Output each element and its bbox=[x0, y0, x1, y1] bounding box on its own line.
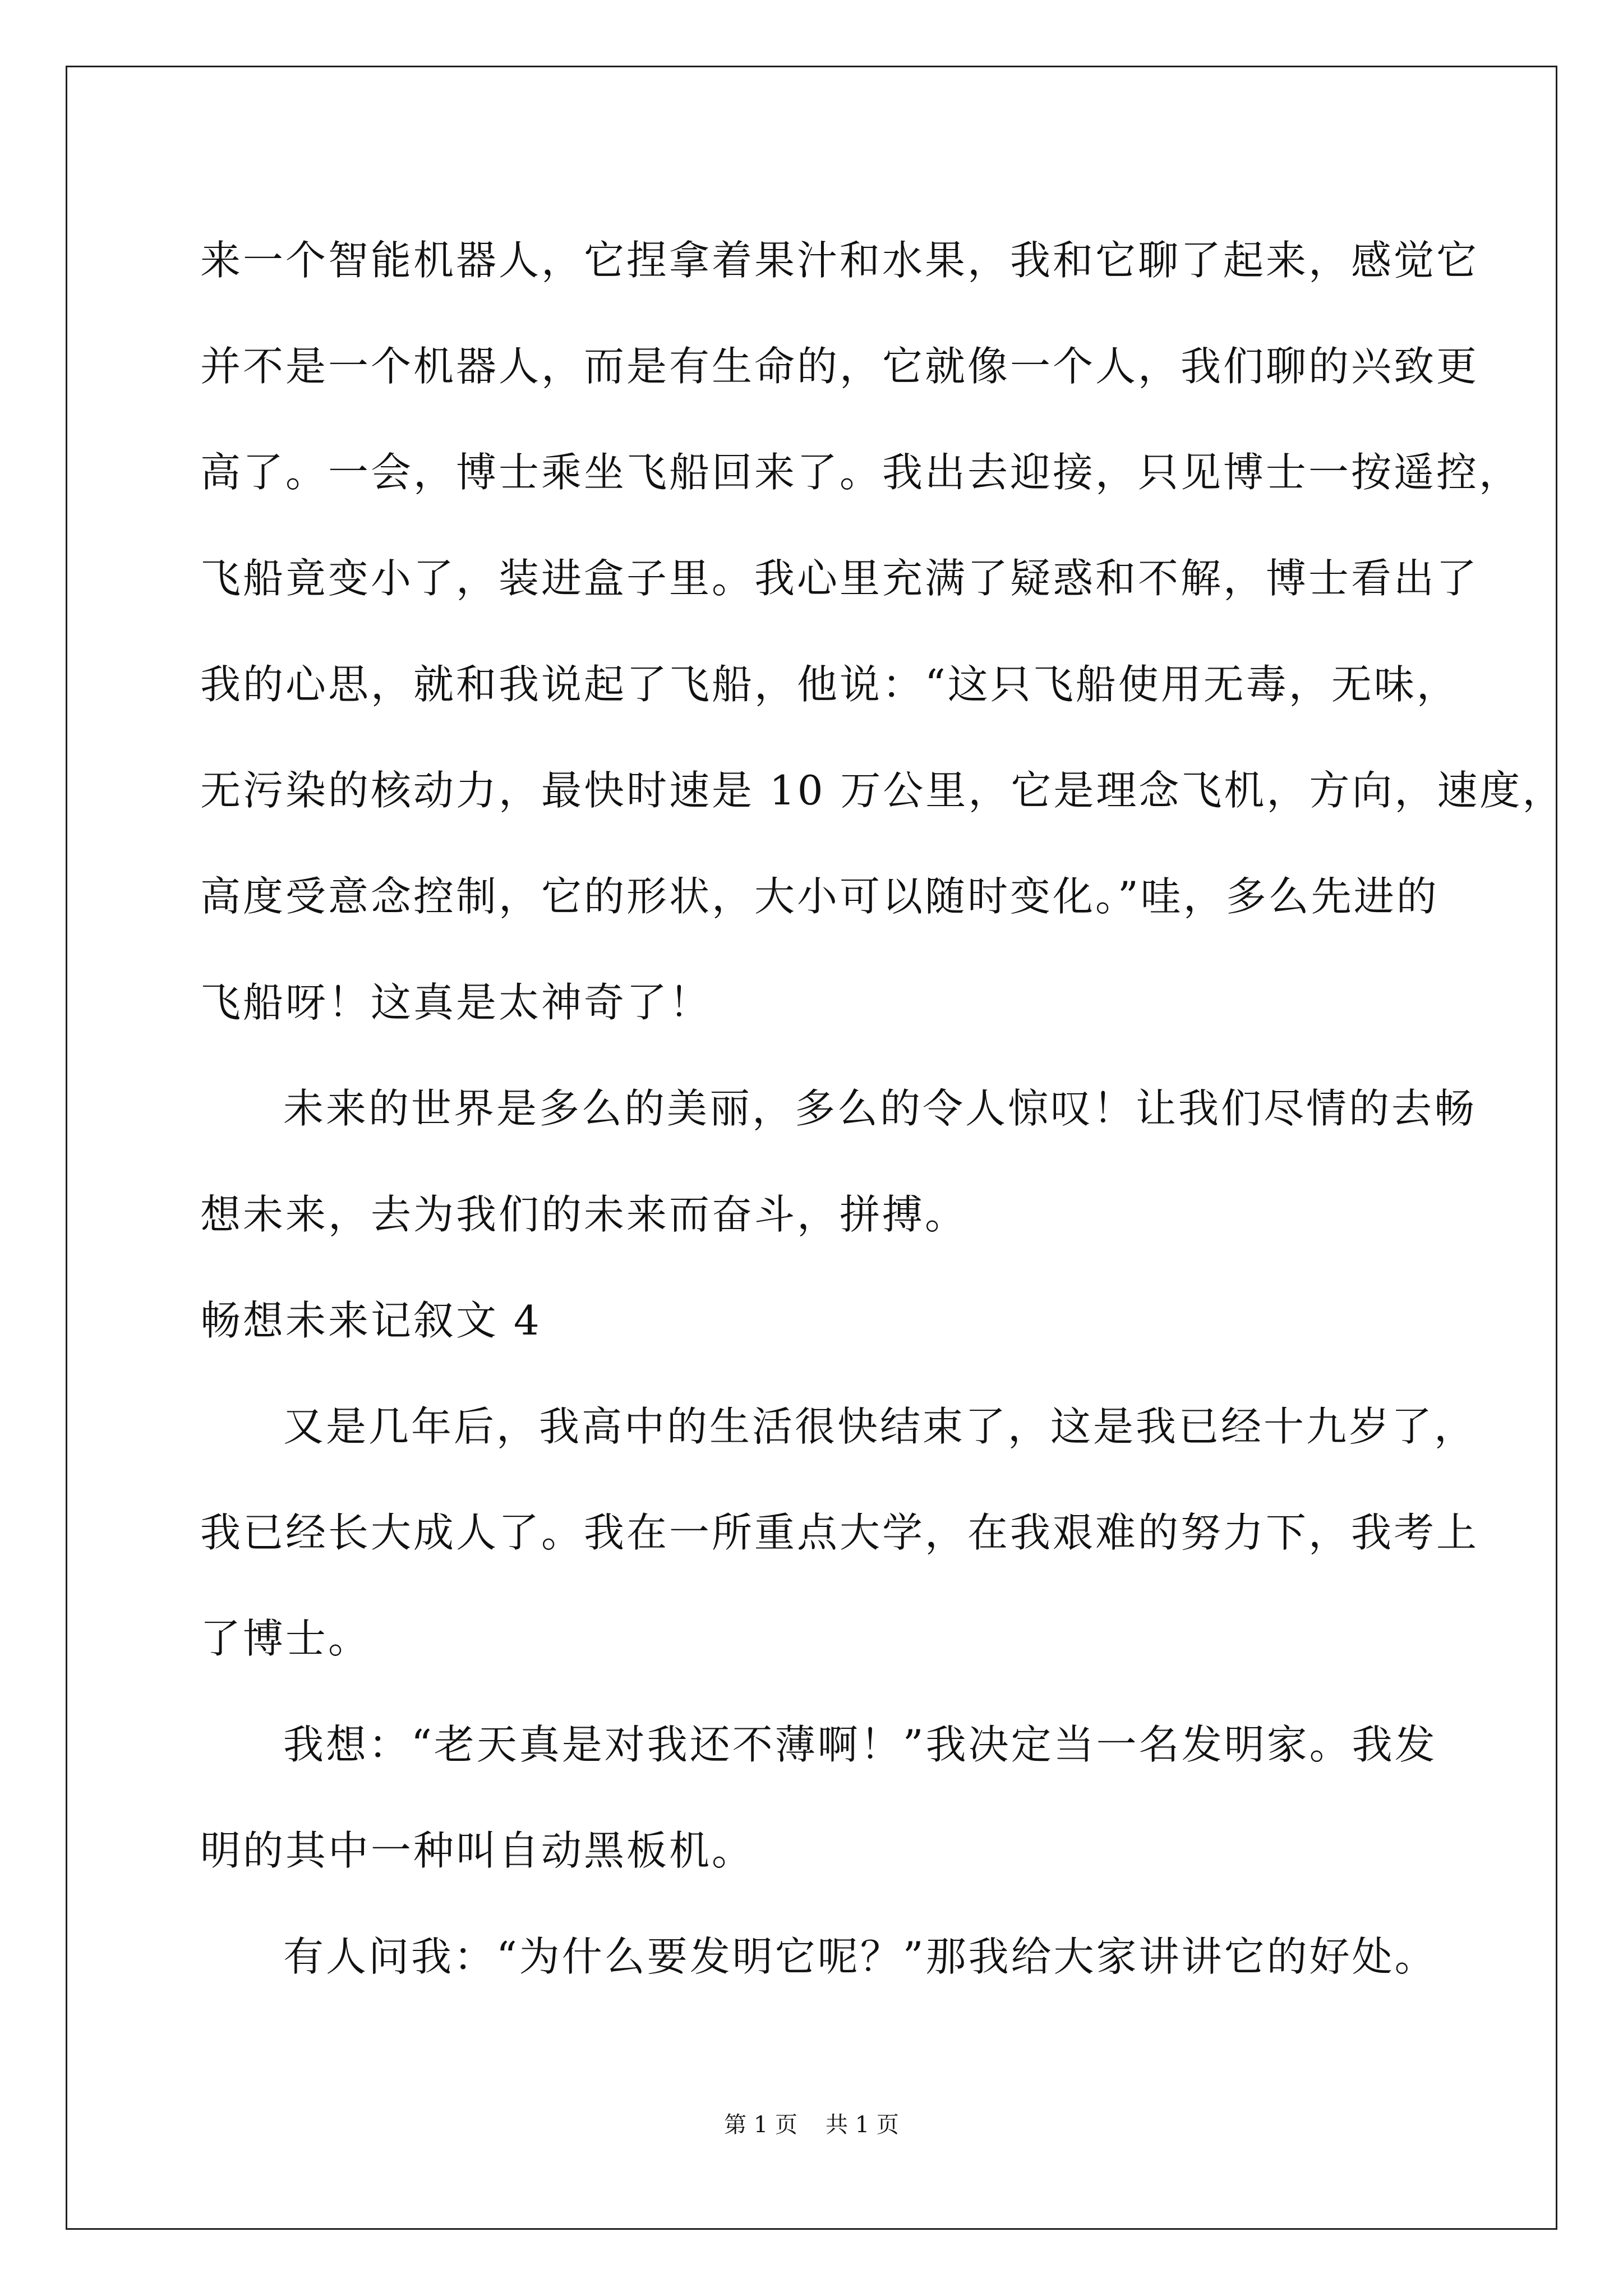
document-body bbox=[200, 208, 1565, 2010]
page-number: 第 1 页 bbox=[724, 2112, 797, 2138]
paragraph-line: 想未来，去为我们的未来而奋斗，拼搏。 bbox=[200, 1191, 968, 1238]
paragraph-line: 我想：“老天真是对我还不薄啊！”我决定当一名发明家。我发 bbox=[283, 1721, 1437, 1768]
section-heading: 畅想未来记叙文 4 bbox=[200, 1297, 542, 1344]
paragraph-line: 明的其中一种叫自动黑板机。 bbox=[200, 1827, 755, 1874]
paragraph-line: 并不是一个机器人，而是有生命的，它就像一个人，我们聊的兴致更 bbox=[200, 343, 1479, 390]
paragraph-line: 来一个智能机器人，它捏拿着果汁和水果，我和它聊了起来，感觉它 bbox=[200, 237, 1479, 284]
page-total: 共 1 页 bbox=[826, 2112, 899, 2138]
paragraph-line: 无污染的核动力，最快时速是 10 万公里，它是理念飞机，方向，速度， bbox=[200, 767, 1565, 814]
paragraph-line: 飞船呀！这真是太神奇了！ bbox=[200, 979, 712, 1026]
paragraph-line: 未来的世界是多么的美丽，多么的令人惊叹！让我们尽情的去畅 bbox=[283, 1085, 1477, 1132]
paragraph-line: 飞船竟变小了，装进盒子里。我心里充满了疑惑和不解，博士看出了 bbox=[200, 555, 1479, 602]
paragraph-line: 我的心思，就和我说起了飞船，他说：“这只飞船使用无毒，无味， bbox=[200, 661, 1459, 708]
paragraph-line: 又是几年后，我高中的生活很快结束了，这是我已经十九岁了， bbox=[283, 1403, 1477, 1450]
paragraph-line: 有人问我：“为什么要发明它呢？”那我给大家讲讲它的好处。 bbox=[283, 1933, 1437, 1980]
paragraph-line: 我已经长大成人了。我在一所重点大学，在我艰难的努力下，我考上 bbox=[200, 1509, 1479, 1556]
paragraph-line: 高度受意念控制，它的形状，大小可以随时变化。”哇，多么先进的 bbox=[200, 873, 1439, 920]
paragraph-line: 高了。一会，博士乘坐飞船回来了。我出去迎接，只见博士一按遥控， bbox=[200, 449, 1522, 496]
page-footer bbox=[0, 2107, 1623, 2139]
paragraph-line: 了博士。 bbox=[200, 1615, 371, 1662]
